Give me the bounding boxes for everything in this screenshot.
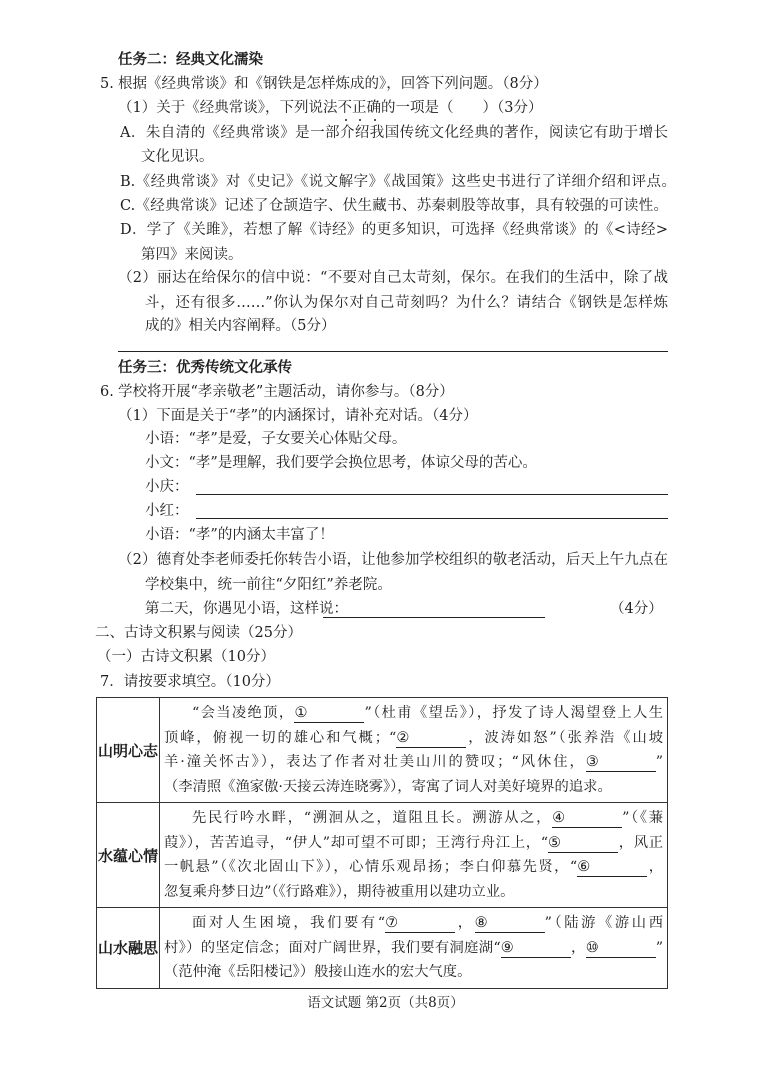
q5-number: 5. xyxy=(100,76,114,92)
dialog-line: 小红： xyxy=(145,503,189,519)
fill-blank[interactable]: ⑩ xyxy=(586,939,656,958)
answer-field-xiaohong[interactable] xyxy=(196,518,668,519)
page-footer: 语文试题 第2页（共8页） xyxy=(307,995,464,1011)
dialog-line: 小语：“孝”的内涵太丰富了！ xyxy=(145,527,334,543)
table-line xyxy=(164,936,663,961)
line-text: 顶峰，俯视一切的雄心和气概；“ xyxy=(164,729,397,746)
q5-sub1-post: 的一项是（ ）（3分） xyxy=(380,100,543,116)
table-line xyxy=(164,911,663,936)
line-text: ，波涛如怒”（张养浩《山坡 xyxy=(466,729,663,746)
table-line xyxy=(164,806,663,831)
fill-blank[interactable]: ⑤ xyxy=(548,834,618,853)
table-row xyxy=(97,908,668,989)
table-line xyxy=(164,831,663,856)
line-text: 忽复乘舟梦日边”（《行路难》），期待被重用以建功立业。 xyxy=(164,883,515,900)
option-a-cont: 文化见识。 xyxy=(141,149,214,165)
q6-sub2-prompt: 第二天，你遇见小语，这样说： xyxy=(145,601,348,617)
line-text: “会当凌绝顶， xyxy=(192,705,295,721)
row-label: 山水融思 xyxy=(97,908,160,989)
line-text: 村》）的坚定信念；面对广阔世界，我们要有洞庭湖“ xyxy=(164,939,501,956)
line-text: 羊·潼关怀古》），表达了作者对壮美山川的赞叹；“风休住， xyxy=(164,754,586,770)
table-line xyxy=(164,855,663,880)
option-c: C.《经典常谈》记述了仓颉造字、伏生藏书、苏秦刺股等故事，具有较强的可读性。 xyxy=(120,198,668,214)
line-text: ”（杜甫《望岳》），抒发了诗人渴望登上人生 xyxy=(364,705,663,721)
fill-blank[interactable]: ⑧ xyxy=(475,914,545,933)
poem-fill-table xyxy=(96,697,668,989)
dialog-line: 小语：“孝”是爱，子女要关心体贴父母。 xyxy=(145,431,407,447)
option-d: D．学了《关雎》，若想了解《诗经》的更多知识，可选择《经典常谈》的《<诗经> xyxy=(120,222,668,238)
line-text: ， xyxy=(455,915,475,931)
answer-field-message[interactable] xyxy=(323,617,545,618)
fill-blank[interactable]: ⑨ xyxy=(501,939,571,958)
line-text: ”（《蒹 xyxy=(622,810,663,826)
line-text: ” xyxy=(655,939,663,956)
answer-field-xiaoqing[interactable] xyxy=(196,494,668,495)
q6-stem: 学校将开展“孝亲敬老”主题活动，请你参与。（8分） xyxy=(118,384,454,400)
line-text: 先民行吟水畔，“溯洄从之，道阻且长。溯游从之， xyxy=(192,810,553,826)
emphasis-char: 确 xyxy=(366,100,381,116)
q6-sub2-cont: 学校集中，统一前往“夕阳红”养老院。 xyxy=(145,577,392,593)
option-b: B.《经典常谈》对《史记》《说文解字》《战国策》这些史书进行了详细介绍和评点。 xyxy=(120,174,676,190)
table-line xyxy=(164,960,663,985)
emphasis-char: 不 xyxy=(337,100,352,116)
dialog-line: 小文：“孝”是理解，我们要学会换位思考，体谅父母的苦心。 xyxy=(145,455,537,471)
table-line xyxy=(164,750,663,775)
q6-number: 6. xyxy=(100,384,114,400)
fill-blank[interactable]: ⑥ xyxy=(577,858,647,877)
q5-stem: 根据《经典常谈》和《钢铁是怎样炼成的》，回答下列问题。（8分） xyxy=(118,76,548,92)
q5-sub1 xyxy=(118,99,542,117)
task2-heading: 任务二：经典文化濡染 xyxy=(118,51,263,68)
q6-sub1: （1）下面是关于“孝”的内涵探讨，请补充对话。（4分） xyxy=(118,408,478,424)
q7-stem: 7．请按要求填空。（10分） xyxy=(100,674,280,690)
line-text: 葭》），苦苦追寻，“伊人”却可望不可即；王湾行舟江上，“ xyxy=(164,834,549,851)
table-row xyxy=(97,698,668,803)
q5-sub2: （2）丽达在给保尔的信中说：“不要对自己太苛刻，保尔。在我们的生活中，除了战 xyxy=(118,270,668,286)
task3-heading: 任务三：优秀传统文化承传 xyxy=(118,359,292,376)
line-text: 面对人生困境，我们要有“ xyxy=(192,915,386,931)
q6-sub2-score: （4分） xyxy=(610,601,663,617)
table-line xyxy=(164,701,663,726)
section2-part1: （一）古诗文积累（10分） xyxy=(97,649,275,665)
q5-sub1-pre: （1）关于《经典常谈》，下列说法 xyxy=(118,100,338,116)
table-row xyxy=(97,803,668,908)
fill-blank[interactable]: ⑦ xyxy=(385,914,455,933)
q5-sub2-cont: 成的》相关内容阐释。（5分） xyxy=(145,318,336,334)
table-line xyxy=(164,880,663,905)
answer-line xyxy=(118,351,668,352)
row-label: 山明心志 xyxy=(97,698,160,803)
line-text: （范仲淹《岳阳楼记》）般接山连水的宏大气度。 xyxy=(164,964,472,980)
fill-blank[interactable]: ② xyxy=(396,729,466,748)
table-line xyxy=(164,726,663,751)
line-text: 一帆悬”（《次北固山下》），心情乐观昂扬；李白仰慕先贤，“ xyxy=(164,859,578,875)
line-text: ” xyxy=(655,754,663,770)
line-text: （李清照《渔家傲·天接云涛连晓雾》），寄寓了词人对美好境界的追求。 xyxy=(164,778,612,795)
line-text: ， xyxy=(570,939,586,956)
table-line xyxy=(164,775,663,800)
option-a: A．朱自清的《经典常谈》是一部介绍我国传统文化经典的著作，阅读它有助于增长 xyxy=(120,125,668,141)
line-text: ， xyxy=(647,859,663,875)
row-label: 水蕴心情 xyxy=(97,803,160,908)
row-content xyxy=(160,698,668,803)
fill-blank[interactable]: ④ xyxy=(552,809,622,828)
emphasis-char: 正 xyxy=(351,100,367,116)
line-text: ”（陆游《游山西 xyxy=(544,915,663,931)
option-d-cont: 第四》来阅读。 xyxy=(141,247,243,263)
fill-blank[interactable]: ③ xyxy=(586,753,656,772)
line-text: ，风正 xyxy=(618,834,663,851)
dialog-line: 小庆： xyxy=(145,479,189,495)
row-content xyxy=(160,908,668,989)
row-content xyxy=(160,803,668,908)
q5-sub2-cont: 斗，还有很多……”你认为保尔对自己苛刻吗？为什么？请结合《钢铁是怎样炼 xyxy=(145,295,668,311)
section2-heading: 二、古诗文积累与阅读（25分） xyxy=(95,625,302,641)
fill-blank[interactable]: ① xyxy=(294,704,364,723)
q6-sub2: （2）德育处李老师委托你转告小语，让他参加学校组织的敬老活动，后天上午九点在 xyxy=(118,552,668,568)
